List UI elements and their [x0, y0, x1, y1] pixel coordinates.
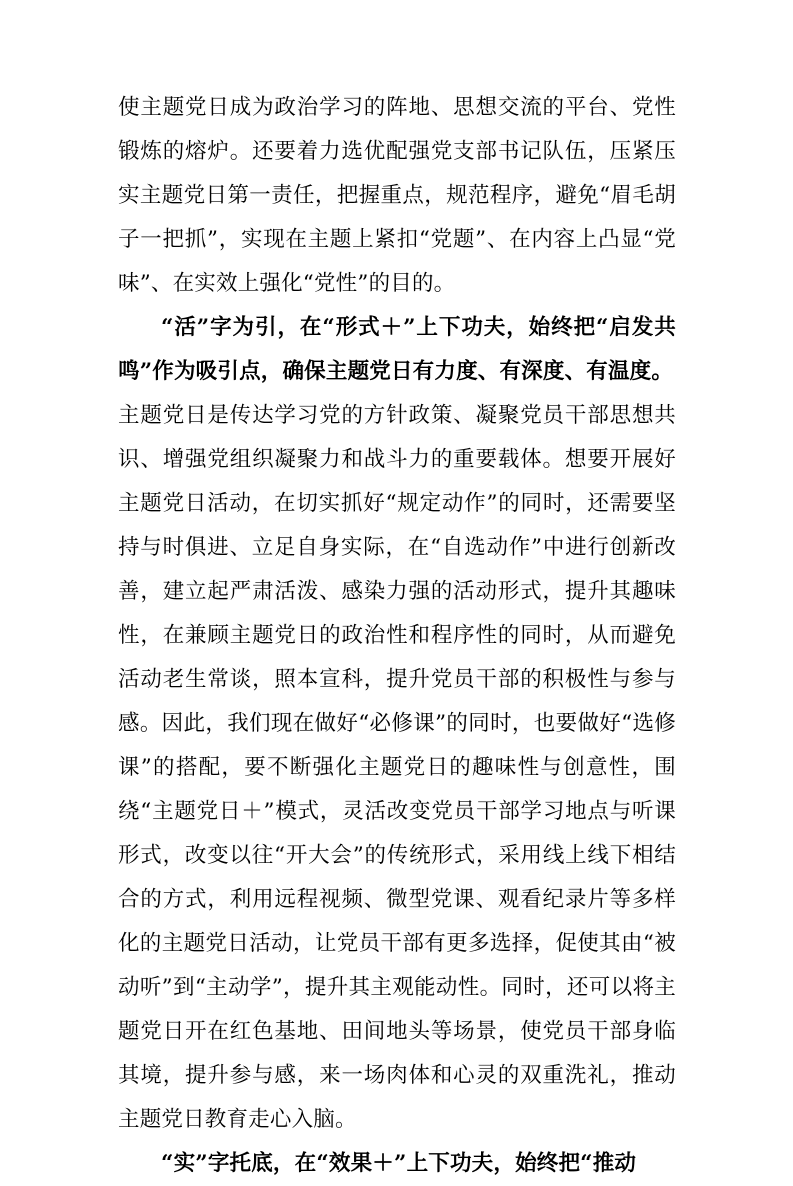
paragraph-1: 使主题党日成为政治学习的阵地、思想交流的平台、党性锻炼的熔炉。还要着力选优配强党支部书记队伍，压紧压实主题党日第一责任，把握重点，规范程序，避免“眉毛胡子一把抓”，实现在主题上紧扣“党题”、在内容上凸显“党味”、在实效上强化“党性”的目的。: [118, 95, 676, 296]
paragraph-2-heading: “活”字为引，在“形式＋”上下功夫，始终把“启发共鸣”作为吸引点，确保主题党日有力度、有深度、有温度。: [118, 315, 676, 384]
document-body: [118, 86, 676, 1186]
paragraph-3: 主题党日是传达学习党的方针政策、凝聚党员干部思想共识、增强党组织凝聚力和战斗力的重要载体。想要开展好主题党日活动，在切实抓好“规定动作”的同时，还需要坚持与时俱进、立足自身实际，在“自选动作”中进行创新改善，建立起严肃活泼、感染力强的活动形式，提升其趣味性，在兼顾主题党日的政治性和程序性的同时，从而避免活动老生常谈，照本宣科，提升党员干部的积极性与参与感。因此，我们现在做好“必修课”的同时，也要做好“选修课”的搭配，要不断强化主题党日的趣味性与创意性，围绕“主题党日＋”模式，灵活改变党员干部学习地点与听课形式，改变以往“开大会”的传统形式，采用线上线下相结合的方式，利用远程视频、微型党课、观看纪录片等多样化的主题党日活动，让党员干部有更多选择，促使其由“被动听”到“主动学”，提升其主观能动性。同时，还可以将主题党日开在红色基地、田间地头等场景，使党员干部身临其境，提升参与感，来一场肉体和心灵的双重洗礼，推动主题党日教育走心入脑。: [118, 403, 676, 1132]
paragraph-4-heading: “实”字托底，在“效果＋”上下功夫，始终把“推动: [161, 1151, 637, 1176]
